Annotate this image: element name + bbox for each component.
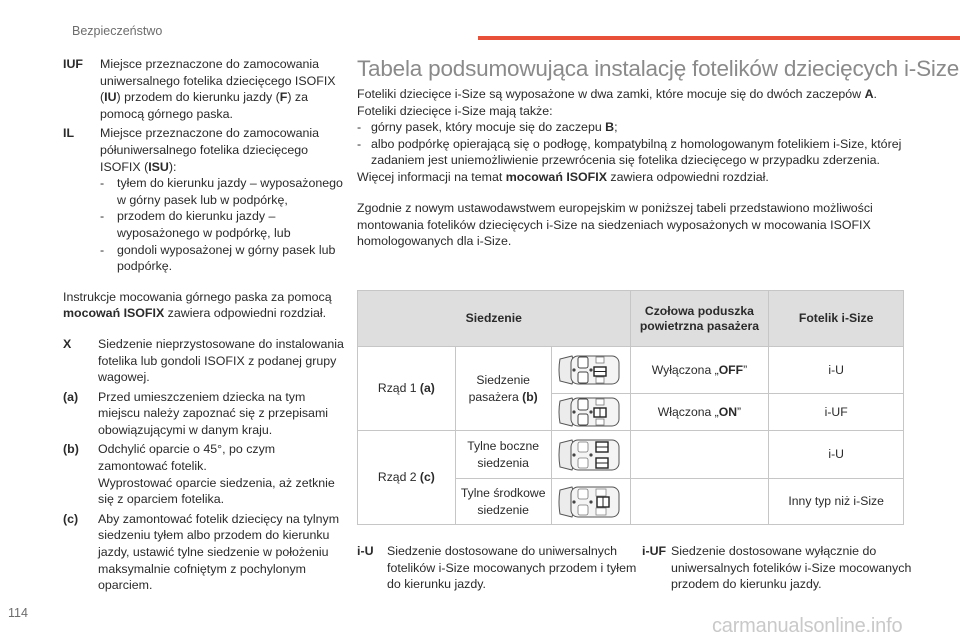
airbag-off-cell: Wyłączona „OFF” (630, 347, 769, 394)
footnote-iu: i-U Siedzenie dostosowane do uniwersalnych fotelików i-Size mocowanych przodem i tyłem do kierunku jazdy. (357, 544, 637, 592)
footnote-iuf: i-UF Siedzenie dostosowane wyłącznie do uniwersalnych fotelików i-Size mocowanych przodem do kierunku jazdy. (642, 544, 912, 592)
page-number: 114 (8, 606, 28, 620)
car-seat-icon (551, 394, 630, 431)
note-b: (b) Odchylić oparcie o 45°, po czym zamontować fotelik. Wyprostować oparcie siedzenia, aż zetknie się z oparciem fotelika. (63, 442, 335, 507)
row2-seat-center: Tylne środkowe siedzenie (455, 479, 551, 525)
car-seat-icon (551, 347, 630, 394)
car-seat-icon (551, 431, 630, 479)
car-seat-icon (551, 479, 630, 525)
definition-x: X Siedzenie nieprzystosowane do instalowania fotelika lub gondoli ISOFIX z podanej grupy wagowej. (63, 336, 344, 385)
definition-il (63, 125, 348, 274)
isize-value: Inny typ niż i-Size (769, 479, 904, 525)
airbag-empty-cell (630, 431, 769, 479)
isize-value: i-U (769, 431, 904, 479)
airbag-empty-cell (630, 479, 769, 525)
definition-iuf (63, 56, 348, 122)
section-title: Bezpieczeństwo (72, 24, 163, 38)
list-item: - tyłem do kierunku jazdy – wyposażonego w górny pasek lub w podpórkę, (100, 176, 343, 207)
row1-label: Rząd 1 (a) (358, 347, 456, 431)
instructions-paragraph: Instrukcje mocowania górnego paska za pomocą mocowań ISOFIX zawiera odpowiedni rozdział. (63, 289, 332, 321)
watermark: carmanualsonline.info (712, 615, 903, 637)
list-item: - górny pasek, który mocuje się do zaczepu B; (357, 120, 618, 135)
row2-label: Rząd 2 (c) (358, 431, 456, 525)
list-item: - albo podpórkę opierającą się o podłogę, kompatybilną z homologowanym fotelikiem i-Size, której zadaniem jest uniemożliwienie przewrócenia się fotelika dziecięcego w przypadku zderzenia. (357, 136, 902, 168)
isize-value: i-UF (769, 394, 904, 431)
header-isize: Fotelik i-Size (769, 291, 904, 347)
row2-seat-side: Tylne boczne siedzenia (455, 431, 551, 479)
note-c: (c) Aby zamontować fotelik dziecięcy na tylnym siedzeniu tyłem albo przodem do kierunku jazdy, ustawić tylne siedzenie w położeniu maksymalnie cofniętym z pochylonym oparciem. (63, 511, 340, 593)
definition-key: IUF (63, 57, 83, 71)
note-a: (a) Przed umieszczeniem dziecka na tym miejscu należy zapoznać się z przepisami obowiązującymi w danym kraju. (63, 389, 329, 437)
legislation-paragraph: Zgodnie z nowym ustawodawstwem europejskim w poniższej tabeli przedstawiono możliwości montowania fotelików dziecięcych i-Size na siedzeniach wyposażonych w mocowania ISOFIX homologowanych dla i-Size. (357, 201, 873, 249)
header-seat: Siedzenie (358, 291, 631, 347)
definition-text: Miejsce przeznaczone do zamocowania półuniwersalnego fotelika dziecięcego ISOFIX (ISU): - tyłem do kierunku jazdy – wyposażonego w górny pasek lub w podpórkę, - przodem do kierunku jazdy – wyposażonego w podpórkę, lub - gondoli wyposażonej w górny pasek lub podpórkę. (100, 125, 348, 274)
left-column (63, 56, 348, 594)
header-airbag: Czołowa poduszka powietrzna pasażera (630, 291, 769, 347)
list-item: - przodem do kierunku jazdy – wyposażonego w podpórkę, lub (100, 209, 291, 240)
isize-value: i-U (769, 347, 904, 394)
isize-table (357, 290, 904, 525)
intro-text: Foteliki dziecięce i-Size są wyposażone w dwa zamki, które mocuje się do dwóch zaczepów A. Foteliki dziecięce i-Size mają także: - górny pasek, który mocuje się do zaczepu B; - albo podpórkę opierającą się o podłogę, kompatybilną z homologowanym fotelikiem i-Size, której zadaniem jest uniemożliwienie przewrócenia się fotelika dziecięcego w przypadku zderzenia. Więcej informacji na temat mocowań ISOFIX zawiera odpowiedni rozdział. (357, 86, 917, 186)
definition-text: Miejsce przeznaczone do zamocowania uniwersalnego fotelika dziecięcego ISOFIX (IU) przodem do kierunku jazdy (F) za pomocą górnego paska. (100, 57, 336, 121)
definition-key: IL (63, 126, 75, 141)
list-item: - gondoli wyposażonej w górny pasek lub podpórkę. (100, 242, 336, 274)
page-title: Tabela podsumowująca instalację fotelików dziecięcych i-Size (357, 56, 960, 81)
il-sub-list (100, 175, 348, 275)
airbag-on-cell: Włączona „ON” (630, 394, 769, 431)
row1-seat: Siedzenie pasażera (b) (455, 347, 551, 431)
header-accent-bar (478, 36, 960, 40)
